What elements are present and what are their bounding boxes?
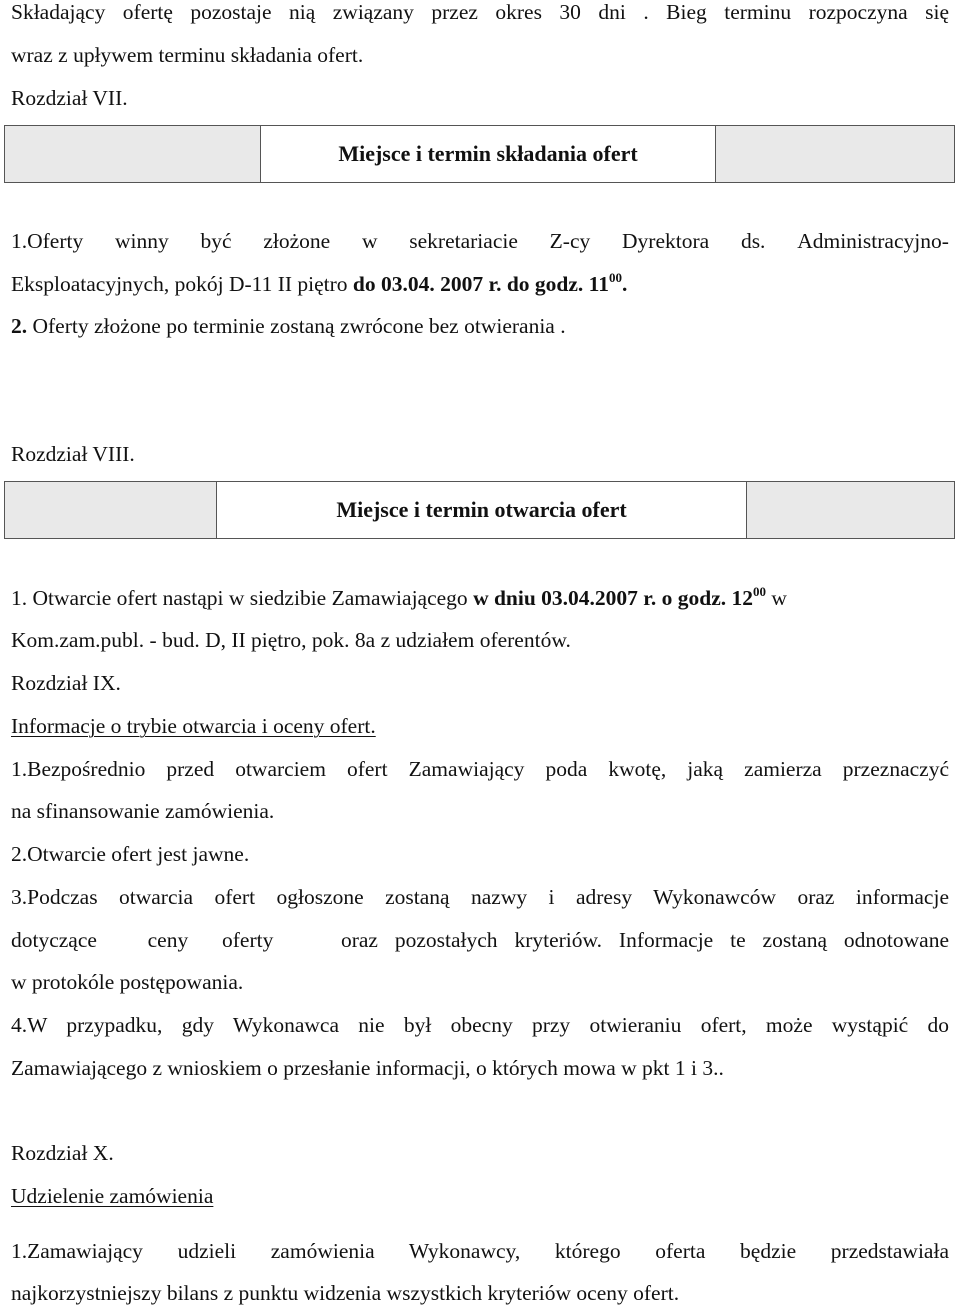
heading-box-left-cell [5,482,216,538]
heading-box-right-cell [747,482,954,538]
ch7-word: sekretariacie [409,229,518,253]
ch7-item-2-text: Oferty złożone po terminie zostaną zwrócone bez otwierania . [27,314,566,338]
heading-box-left-cell [5,126,260,182]
ch7-deadline-dot: . [621,272,628,296]
chapter-9-title: Rozdział IX. [11,671,121,695]
ch8-opening-w: w [766,586,787,610]
ch9-item-3-line-3: w protokóle postępowania. [11,970,244,994]
ch7-word: być [200,229,232,253]
ch9-item-2: 2.Otwarcie ofert jest jawne. [11,842,250,866]
ch7-deadline-do: do [352,272,376,296]
ch8-line-2: Kom.zam.publ. - bud. D, II piętro, pok. 8a z udziałem oferentów. [11,628,571,652]
ch9-item-3-text-1: 3.Podczas otwarcia ofert ogłoszone zostaną nazwy i adresy Wykonawców oraz informacje [11,885,949,909]
ch7-line-2 [11,270,628,296]
ch10-line-1 [11,1241,949,1263]
ch9-item-4-line-2: Zamawiającego z wnioskiem o przesłanie informacji, o których mowa w pkt 1 i 3.. [11,1056,724,1080]
ch7-line-1 [11,231,949,253]
ch7-word: złożone [263,229,331,253]
ch9-item-3-line-2 [11,930,949,952]
ch8-opening-text: 1. Otwarcie ofert nastąpi w siedzibie Zamawiającego [11,586,474,610]
ch7-word: Administracyjno- [797,229,949,253]
chapter-8-heading: Miejsce i termin otwarcia ofert [216,482,747,538]
ch9-item-1-line-2: na sfinansowanie zamówienia. [11,799,275,823]
chapter-7-title: Rozdział VII. [11,86,128,110]
ch7-deadline-date: 03.04. 2007 r. do godz. 11 [375,272,609,296]
chapter-9-subtitle: Informacje o trybie otwarcia i oceny ofert. [11,714,376,738]
ch7-word: w [361,229,378,253]
ch8-opening-date: w dniu 03.04.2007 r. o godz. 12 [473,586,754,610]
ch9-item-4-text-1: 4.W przypadku, gdy Wykonawca nie był obecny przy otwieraniu ofert, może wystąpić do [11,1013,949,1037]
ch8-opening-minutes: 00 [753,584,767,599]
ch7-deadline-minutes: 00 [608,270,622,285]
ch7-word: 1.Oferty [11,229,84,253]
heading-box-right-cell [716,126,954,182]
ch7-item-2-number: 2. [11,314,28,338]
chapter-8-heading-box [4,481,955,539]
chapter-8-title: Rozdział VIII. [11,442,135,466]
ch7-word: Z-cy [549,229,591,253]
ch9-item-1-text: 1.Bezpośrednio przed otwarciem ofert Zamawiający poda kwotę, jaką zamierza przeznaczyć [11,757,949,781]
validity-line-2: wraz z upływem terminu składania ofert. [11,43,364,67]
ch8-line-1 [11,584,949,610]
ch9-item-3-text-2: dotyczące ceny oferty oraz pozostałych kryteriów. Informacje te zostaną odnotowane [11,928,949,952]
ch7-line-3 [11,316,566,338]
ch10-text-1: 1.Zamawiający udzieli zamówienia Wykonawcy, którego oferta będzie przedstawiała [11,1239,949,1263]
ch9-item-1-line-1 [11,759,949,781]
ch7-location-text: Eksploatacyjnych, pokój D-11 II piętro [11,272,353,296]
ch9-item-3-line-1 [11,887,949,909]
ch7-word: ds. [740,229,766,253]
ch7-word: winny [115,229,169,253]
ch7-word: Dyrektora [622,229,710,253]
ch9-item-4-line-1 [11,1015,949,1037]
validity-text-1: Składający ofertę pozostaje nią związany przez okres 30 dni . Bieg terminu rozpoczyna się [11,0,949,24]
chapter-7-heading: Miejsce i termin składania ofert [260,126,716,182]
chapter-7-heading-box [4,125,955,183]
chapter-10-subtitle: Udzielenie zamówienia [11,1184,214,1208]
ch10-line-2: najkorzystniejszy bilans z punktu widzenia wszystkich kryteriów oceny ofert. [11,1281,680,1305]
validity-line-1 [11,2,949,24]
chapter-10-title: Rozdział X. [11,1141,114,1165]
